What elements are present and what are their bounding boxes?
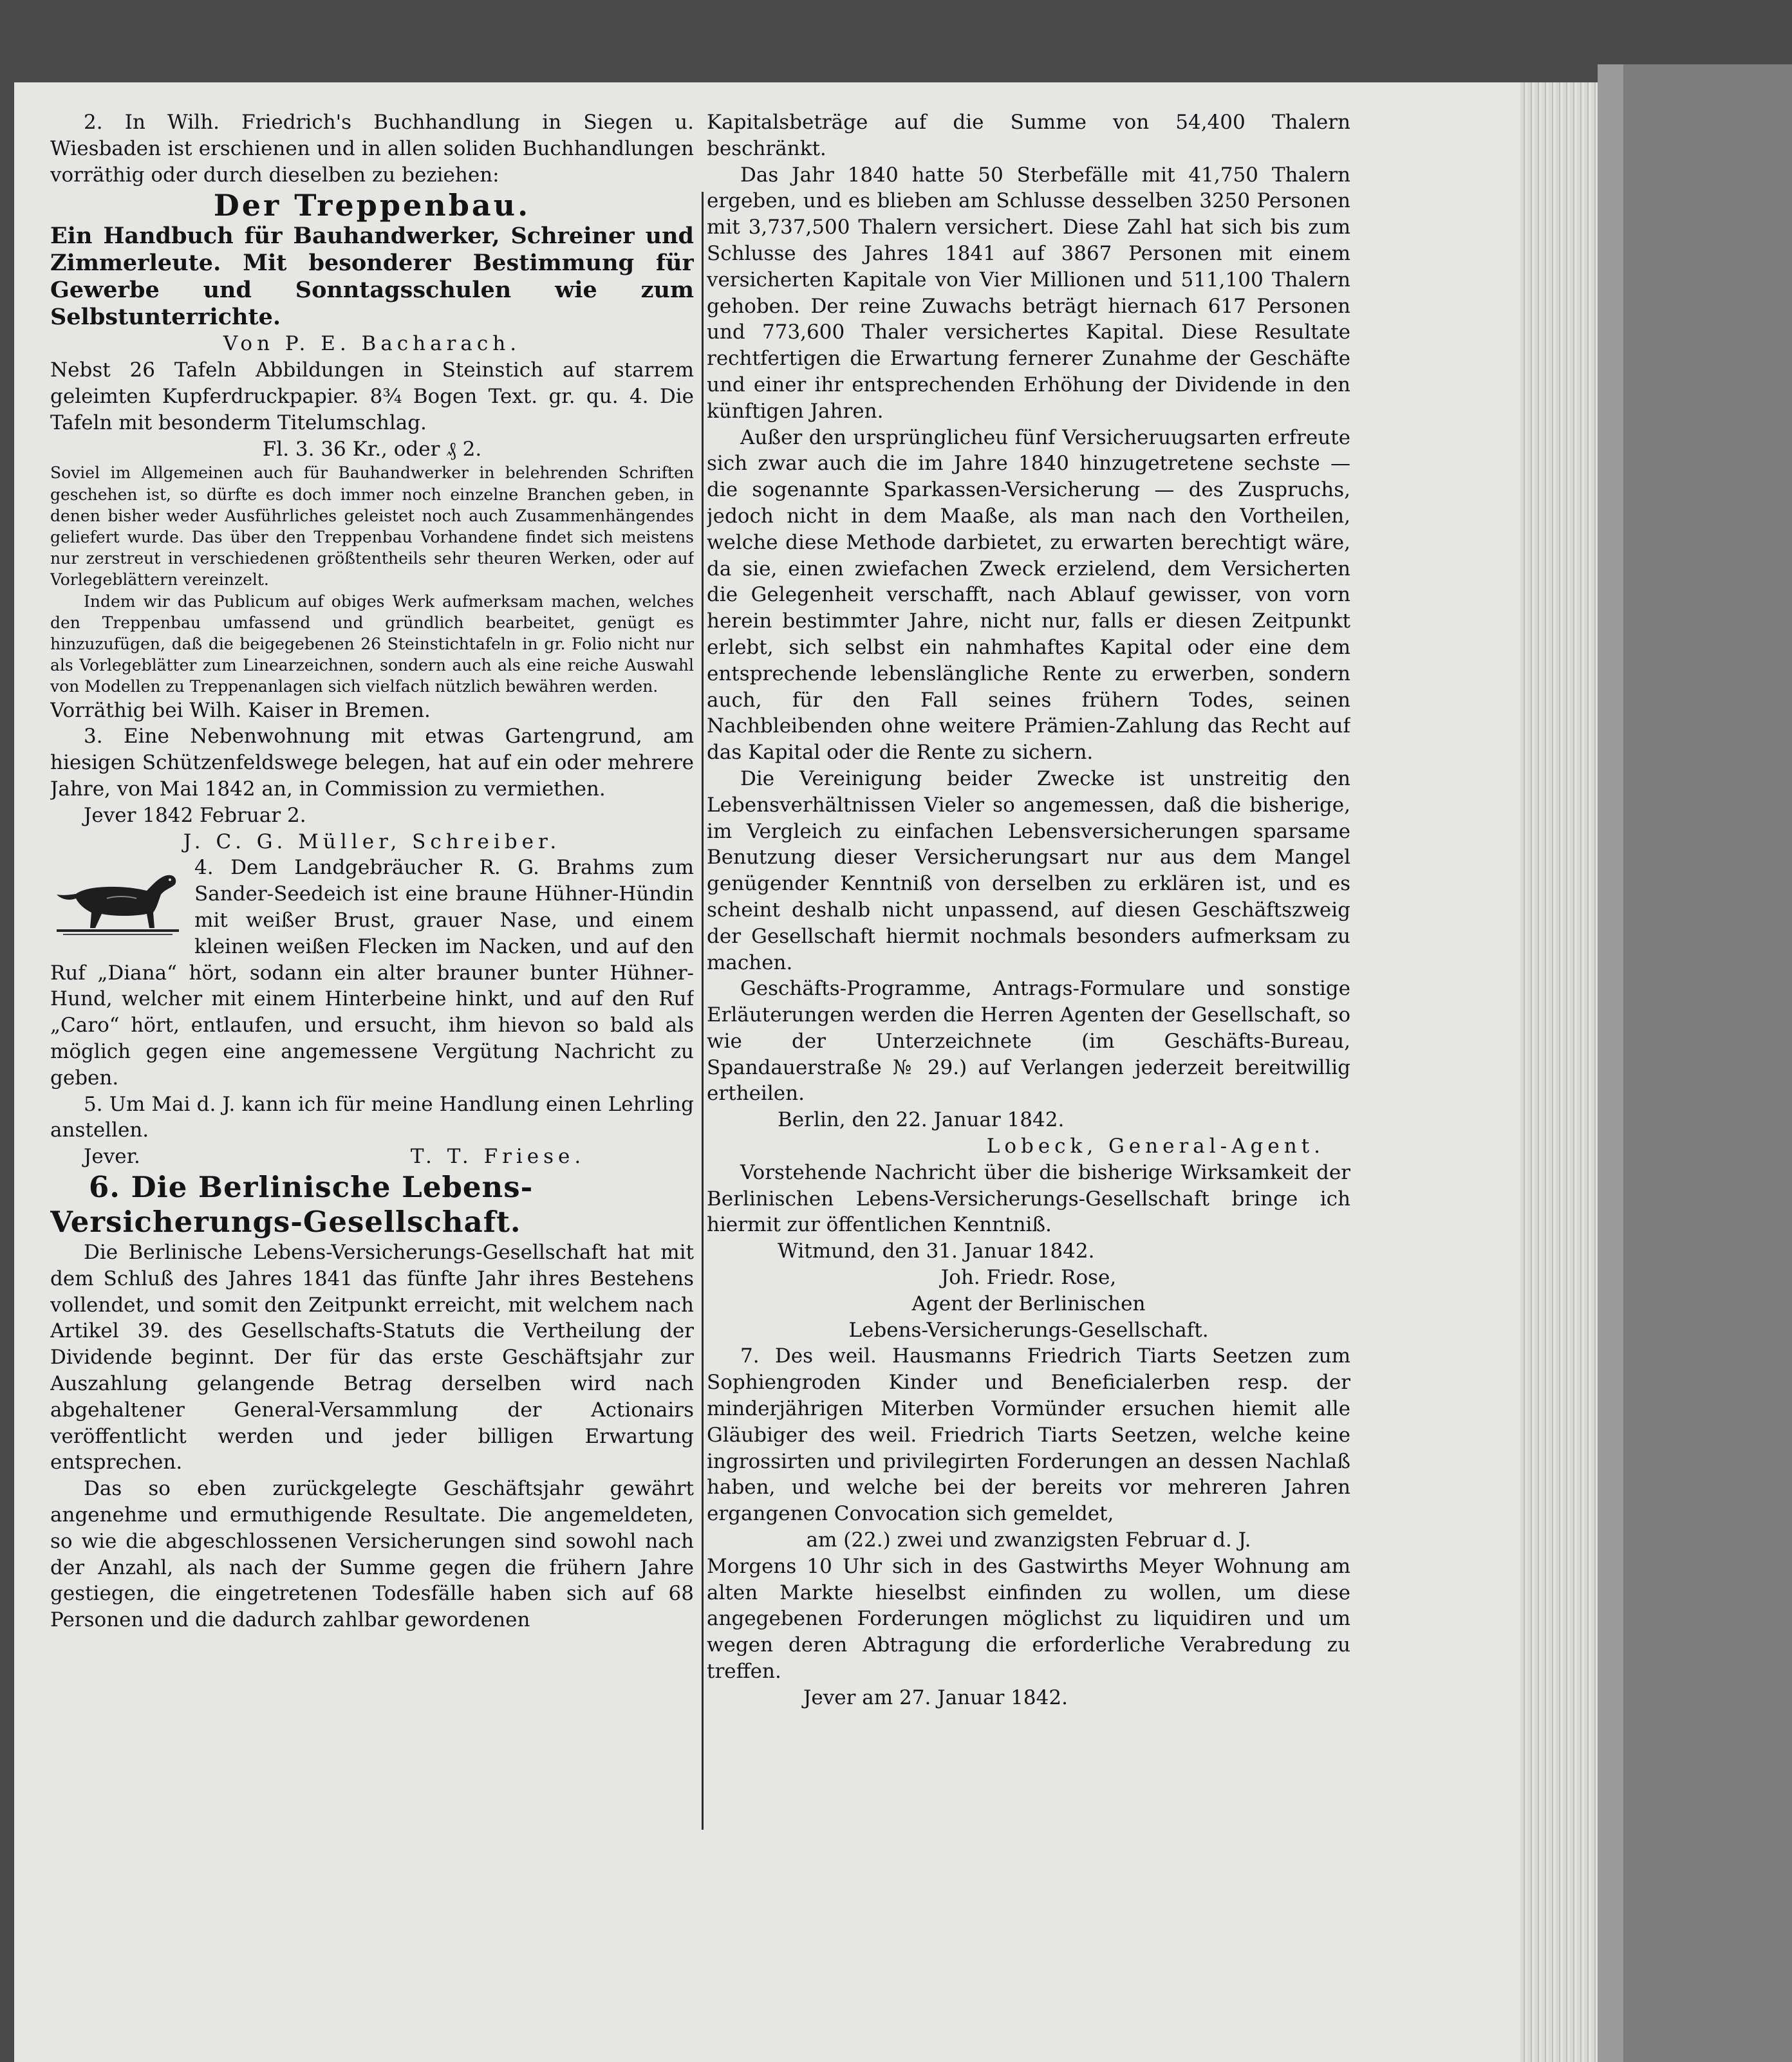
ad3-signature: J. C. G. Müller, Schreiber. bbox=[183, 830, 561, 853]
ad5-place: Jever. bbox=[84, 1145, 140, 1169]
ad5-signature: T. T. Friese. bbox=[410, 1145, 586, 1169]
ad2-title: Der Treppenbau. bbox=[213, 188, 531, 223]
ad2-subtitle: Ein Handbuch für Bauhandwerker, Schreiner und Zimmerleute. Mit besonderer Bestimmung für Gewerbe und Sonntagsschulen wie zum Selbstunterrichte. bbox=[50, 223, 694, 331]
ad2-specs: Nebst 26 Tafeln Abbildungen in Steinstich auf starrem geleimten Kupferdruckpapier. 8¾ Bogen Text. gr. qu. 4. Die Tafeln mit besonderm Titelumschlag. bbox=[50, 358, 694, 434]
left-column bbox=[50, 109, 694, 1969]
ad6-para2: Das so eben zurückgelegte Geschäftsjahr gewährt angenehme und ermuthigende Resultate. Die angemeldeten, so wie die abgeschlossenen Versicherungen sind sowohl nach der Anzahl, als nach der Summe gegen die frühern Jahre gestiegen, die eingetretenen Todesfälle haben sich auf 68 Personen und die dadurch zahlbar gewordenen bbox=[50, 1477, 694, 1632]
ad2-price: Fl. 3. 36 Kr., oder ₰ 2. bbox=[262, 437, 482, 461]
ad3-place-date: Jever 1842 Februar 2. bbox=[84, 803, 306, 827]
para-vereinigung: Die Vereinigung beider Zwecke ist unstreitig den Lebensverhältnissen Vieler so angemessen, daß die bisherige, im Vergleich zu einfachen Lebensversicherungen sparsame Benutzung dieser Versicherungsart nur aus dem Mangel genügender Kenntniß von derselben zu erklären ist, und es scheint deshalb nicht unpassend, auf diesen Geschäftszweig der Gesellschaft hiermit nochmals besonders aufmerksam zu machen. bbox=[707, 766, 1350, 974]
witmund-date: Witmund, den 31. Januar 1842. bbox=[778, 1240, 1095, 1263]
ad7-place-date: Jever am 27. Januar 1842. bbox=[803, 1686, 1068, 1709]
para-versicherungsarten: Außer den ursprünglicheu fünf Versicheruugsarten erfreute sich zwar auch die im Jahre 1840 hinzugetretene sechste — die sogenannte Sparkassen-Versicherung — des Zuspruchs, jedoch nicht in dem Maaße, als man nach den Vortheilen, welche diese Methode darbietet, zu erwarten berechtigt wäre, da sie, einen zwiefachen Zweck erzielend, dem Versicherten die Gelegenheit verschafft, nach Ablauf gewisser, von vorn herein bestimmter Jahre, nicht nur, falls er diesen Zeitpunkt erlebt, sich selbst ein nahmhaftes Kapital oder eine dem entsprechende lebenslängliche Rente zu erwerben, sondern auch, für den Fall seines frühern Todes, seinen Nachbleibenden ohne weitere Prämien-Zahlung das Recht auf das Kapital oder die Rente zu sichern. bbox=[707, 425, 1350, 765]
ad4-text: 4. Dem Landgebräucher R. G. Brahms zum Sander-Seedeich ist eine braune Hühner-Hündin mit weißer Brust, grauer Nase, und einem kleinen weißen Flecken im Nacken, und auf den Ruf „Diana“ hört, sodann ein alter brauner bunter Hühner-Hund, welcher mit einem Hinterbeine hinkt, und auf den Ruf „Caro“ hört, entlaufen, und ersucht, ihm hievon so bald als möglich gegen eine angemessene Vergütung Nachricht zu geben. bbox=[50, 856, 694, 1090]
para-vorstehende: Vorstehende Nachricht über die bisherige Wirksamkeit der Berlinischen Lebens-Versicherungs-Gesellschaft bringe ich hiermit zur öffentlichen Kenntniß. bbox=[707, 1160, 1350, 1237]
ad2-author: Von P. E. Bacharach. bbox=[223, 332, 521, 356]
ad5-place-signature bbox=[50, 1144, 694, 1170]
ad7-date: am (22.) zwei und zwanzigsten Februar d. J. bbox=[806, 1528, 1251, 1552]
rose-title-1: Agent der Berlinischen bbox=[911, 1292, 1146, 1315]
ad6-heading: 6. Die Berlinische Lebens-Versicherungs-Gesellschaft. bbox=[50, 1169, 534, 1239]
dog-illustration-icon bbox=[50, 859, 185, 942]
ad5-text: 5. Um Mai d. J. kann ich für meine Handlung einen Lehrling anstellen. bbox=[50, 1092, 694, 1142]
ad2-note2: Indem wir das Publicum auf obiges Werk aufmerksam machen, welches den Treppenbau umfassend und gründlich bearbeitet, genügt es hinzuzufügen, daß die beigegebenen 26 Steinstichtafeln in gr. Folio nicht nur als Vorlegeblätter zum Linearzeichnen, sondern auch als eine reiche Auswahl von Modellen zu Treppenanlagen sich vielfach nützlich bewähren werden. bbox=[50, 591, 694, 696]
general-agent: Lobeck, General-Agent. bbox=[986, 1135, 1325, 1158]
ad2-available: Vorräthig bei Wilh. Kaiser in Bremen. bbox=[50, 698, 431, 722]
para-1840: Das Jahr 1840 hatte 50 Sterbefälle mit 41,750 Thalern ergeben, und es blieben am Schlusse desselben 3250 Personen mit 3,737,500 Thalern versichert. Diese Zahl hat sich bis zum Schlusse des Jahres 1841 auf 3867 Personen mit einem versicherten Kapitale von Vier Millionen und 511,100 Thalern gehoben. Der reine Zuwachs beträgt hiernach 617 Personen und 773,600 Thaler versichertes Kapital. Diese Resultate rechtfertigen die Erwartung fernerer Zunahme der Geschäfte und einer ihr entsprechenden Erhöhung der Dividende in den künftigen Jahren. bbox=[707, 163, 1350, 423]
rose-name: Joh. Friedr. Rose, bbox=[940, 1266, 1117, 1290]
ad2-intro: 2. In Wilh. Friedrich's Buchhandlung in Siegen u. Wiesbaden ist erschienen und in allen soliden Buchhandlungen vorräthig oder durch dieselben zu beziehen: bbox=[50, 111, 694, 187]
ad7-text: 7. Des weil. Hausmanns Friedrich Tiarts Seetzen zum Sophiengroden Kinder und Beneficialerben resp. der minderjährigen Miterben Vormünder ersuchen hiemit alle Gläubiger des weil. Friedrich Tiarts Seetzen, welche keine ingrossirten und privilegirten Forderungen an dessen Nachlaß haben, und welche bei der bereits vor mehreren Jahren ergangenen Convocation sich gemeldet, bbox=[707, 1344, 1350, 1526]
ad2-note1: Soviel im Allgemeinen auch für Bauhandwerker in belehrenden Schriften geschehen ist, so dürfte es doch immer noch einzelne Branchen geben, in denen bisher weder Ausführliches geleistet noch auch Zusammenhängendes geliefert wurde. Das über den Treppenbau Vorhandene findet sich meistens nur zerstreut in verschiedenen größtentheils sehr theuren Werken, oder auf Vorlegeblättern vereinzelt. bbox=[50, 463, 694, 590]
ad6-para1: Die Berlinische Lebens-Versicherungs-Gesellschaft hat mit dem Schluß des Jahres 1841 das fünfte Jahr ihres Bestehens vollendet, und somit den Zeitpunkt erreicht, mit welchem nach Artikel 39. des Gesellschafts-Statuts die Vertheilung der Dividende beginnt. Der für das erste Geschäftsjahr zur Auszahlung gelangende Betrag derselben wird nach abgehaltener General-Versammlung der Actionairs veröffentlicht werden und jeder billigen Erwartung entsprechen. bbox=[50, 1240, 694, 1474]
book-spine-edge bbox=[1598, 64, 1623, 2062]
column-divider bbox=[702, 192, 704, 1830]
right-column bbox=[707, 109, 1350, 1969]
rose-title-2: Lebens-Versicherungs-Gesellschaft. bbox=[848, 1318, 1209, 1342]
ad7-continuation: Morgens 10 Uhr sich in des Gastwirths Meyer Wohnung am alten Markte hieselbst einfinden zu wollen, um diese angegebenen Forderungen möglichst zu liquidiren und um wegen deren Abtragung die erforderliche Verabredung zu treffen. bbox=[707, 1554, 1350, 1684]
ad3-text: 3. Eine Nebenwohnung mit etwas Gartengrund, am hiesigen Schützenfeldswege belegen, hat auf ein oder mehrere Jahre, von Mai 1842 an, in Commission zu vermiethen. bbox=[50, 725, 694, 801]
berlin-date: Berlin, den 22. Januar 1842. bbox=[778, 1108, 1065, 1132]
page-edges bbox=[1520, 82, 1598, 2062]
para-programme: Geschäfts-Programme, Antrags-Formulare und sonstige Erläuterungen werden die Herren Agenten der Gesellschaft, so wie der Unterzeichnete (im Geschäfts-Bureau, Spandauerstraße № 29.) auf Verlangen jederzeit bereitwillig ertheilen. bbox=[707, 977, 1350, 1106]
book-cover bbox=[1598, 64, 1792, 2062]
ad6-continuation: Kapitalsbeträge auf die Summe von 54,400 Thalern beschränkt. bbox=[707, 111, 1350, 160]
